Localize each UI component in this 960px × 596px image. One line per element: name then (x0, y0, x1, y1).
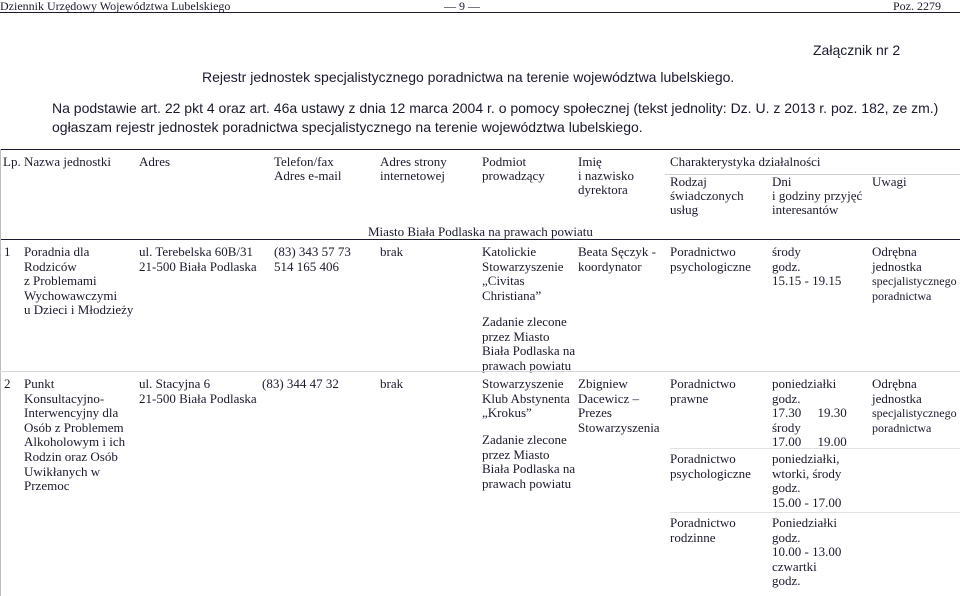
header-hours: Dni i godziny przyjęć interesantów (772, 174, 863, 217)
row-hours-psychological: poniedziałki, wtorki, środy godz. 15.00 - 17.00 (772, 451, 842, 510)
row-operator: Stowarzyszenie Klub Abstynenta „Krokus” (482, 376, 570, 421)
row-name: Punkt Konsultacyjno- Interwencyjny dla Osób z Problemem Alkoholowym i ich Rodzin oraz Osób Uwikłanych w Przemoc (24, 376, 126, 494)
row-www: brak (380, 376, 404, 391)
position-number: Poz. 2279 (893, 0, 941, 13)
header-phone: Telefon/fax Adres e-mail (274, 154, 342, 183)
table-top-rule (0, 149, 960, 150)
section-title: Miasto Biała Podlaska na prawach powiatu (368, 224, 593, 239)
header-www: Adres strony internetowej (380, 154, 447, 183)
running-header (0, 0, 960, 16)
document-title: Rejestr jednostek specjalistycznego poradnictwa na terenie województwa lubelskiego. (202, 69, 735, 85)
row-lp: 1 (4, 244, 11, 259)
annex-label: Załącznik nr 2 (813, 42, 901, 58)
row-notes: Odrębna jednostka specjalistycznego poradnictwa (872, 244, 957, 303)
row-hours-family: Poniedziałki godz. 10.00 - 13.00 czwartki godz. (772, 515, 842, 589)
row-phone: (83) 344 47 32 (262, 376, 339, 391)
table-left-edge (0, 149, 1, 596)
service-separator-2 (670, 512, 960, 513)
header-services: Rodzaj świadczonych usług (670, 174, 744, 217)
header-name: Nazwa jednostki (24, 154, 112, 169)
header-lp: Lp. (3, 154, 21, 169)
row-services-family: Poradnictwo rodzinne (670, 515, 736, 545)
row-address: ul. Stacyjna 6 21-500 Biała Podlaska (139, 376, 257, 406)
row-director: Beata Sęczyk - koordynator (578, 244, 656, 274)
row-www: brak (380, 244, 404, 259)
header-characteristics: Charakterystyka działalności (670, 154, 821, 169)
header-notes: Uwagi (872, 174, 907, 189)
header-rule (0, 12, 960, 13)
intro-line-2: ogłaszam rejestr jednostek poradnictwa specjalistycznego na terenie województwa lubelskiego. (52, 119, 643, 135)
header-director: Imię i nazwisko dyrektora (578, 154, 634, 197)
section-rule (0, 239, 960, 240)
row-name: Poradnia dla Rodziców z Problemami Wychowawczymi u Dzieci i Młodzieży (24, 244, 134, 318)
row-services-psychological: Poradnictwo psychologiczne (670, 451, 751, 481)
header-address: Adres (139, 154, 171, 169)
row-operator: Katolickie Stowarzyszenie „Civitas Christiana” (482, 244, 564, 303)
row-director: Zbigniew Dacewicz – Prezes Stowarzyszenia (578, 376, 660, 435)
row-lp: 2 (4, 376, 11, 391)
page-number: — 9 — (444, 0, 480, 13)
intro-line-1: Na podstawie art. 22 pkt 4 oraz art. 46a ustawy z dnia 12 marca 2004 r. o pomocy społecznej (tekst jednolity: Dz. U. z 2013 r. poz. 182, ze zm.) (52, 100, 939, 116)
row-address: ul. Terebelska 60B/31 21-500 Biała Podlaska (139, 244, 257, 274)
journal-name: Dziennik Urzędowy Województwa Lubelskiego (0, 0, 231, 13)
row-services: Poradnictwo psychologiczne (670, 244, 751, 274)
row-notes: Odrębna jednostka specjalistycznego poradnictwa (872, 376, 957, 435)
header-operator: Podmiot prowadzący (482, 154, 545, 183)
row-services-legal: Poradnictwo prawne (670, 376, 736, 406)
service-separator-1 (670, 448, 960, 449)
row-phone: (83) 343 57 73 514 165 406 (274, 244, 351, 274)
row-hours: środy godz. 15.15 - 19.15 (772, 244, 842, 289)
row-separator (0, 371, 960, 372)
row-hours-legal: poniedziałki godz. 17.30 19.30 środy 17.00 19.00 (772, 376, 847, 450)
row-operator-commission: Zadanie zlecone przez Miasto Biała Podlaska na prawach powiatu (482, 432, 576, 491)
row-operator-commission: Zadanie zlecone przez Miasto Biała Podlaska na prawach powiatu (482, 314, 576, 373)
